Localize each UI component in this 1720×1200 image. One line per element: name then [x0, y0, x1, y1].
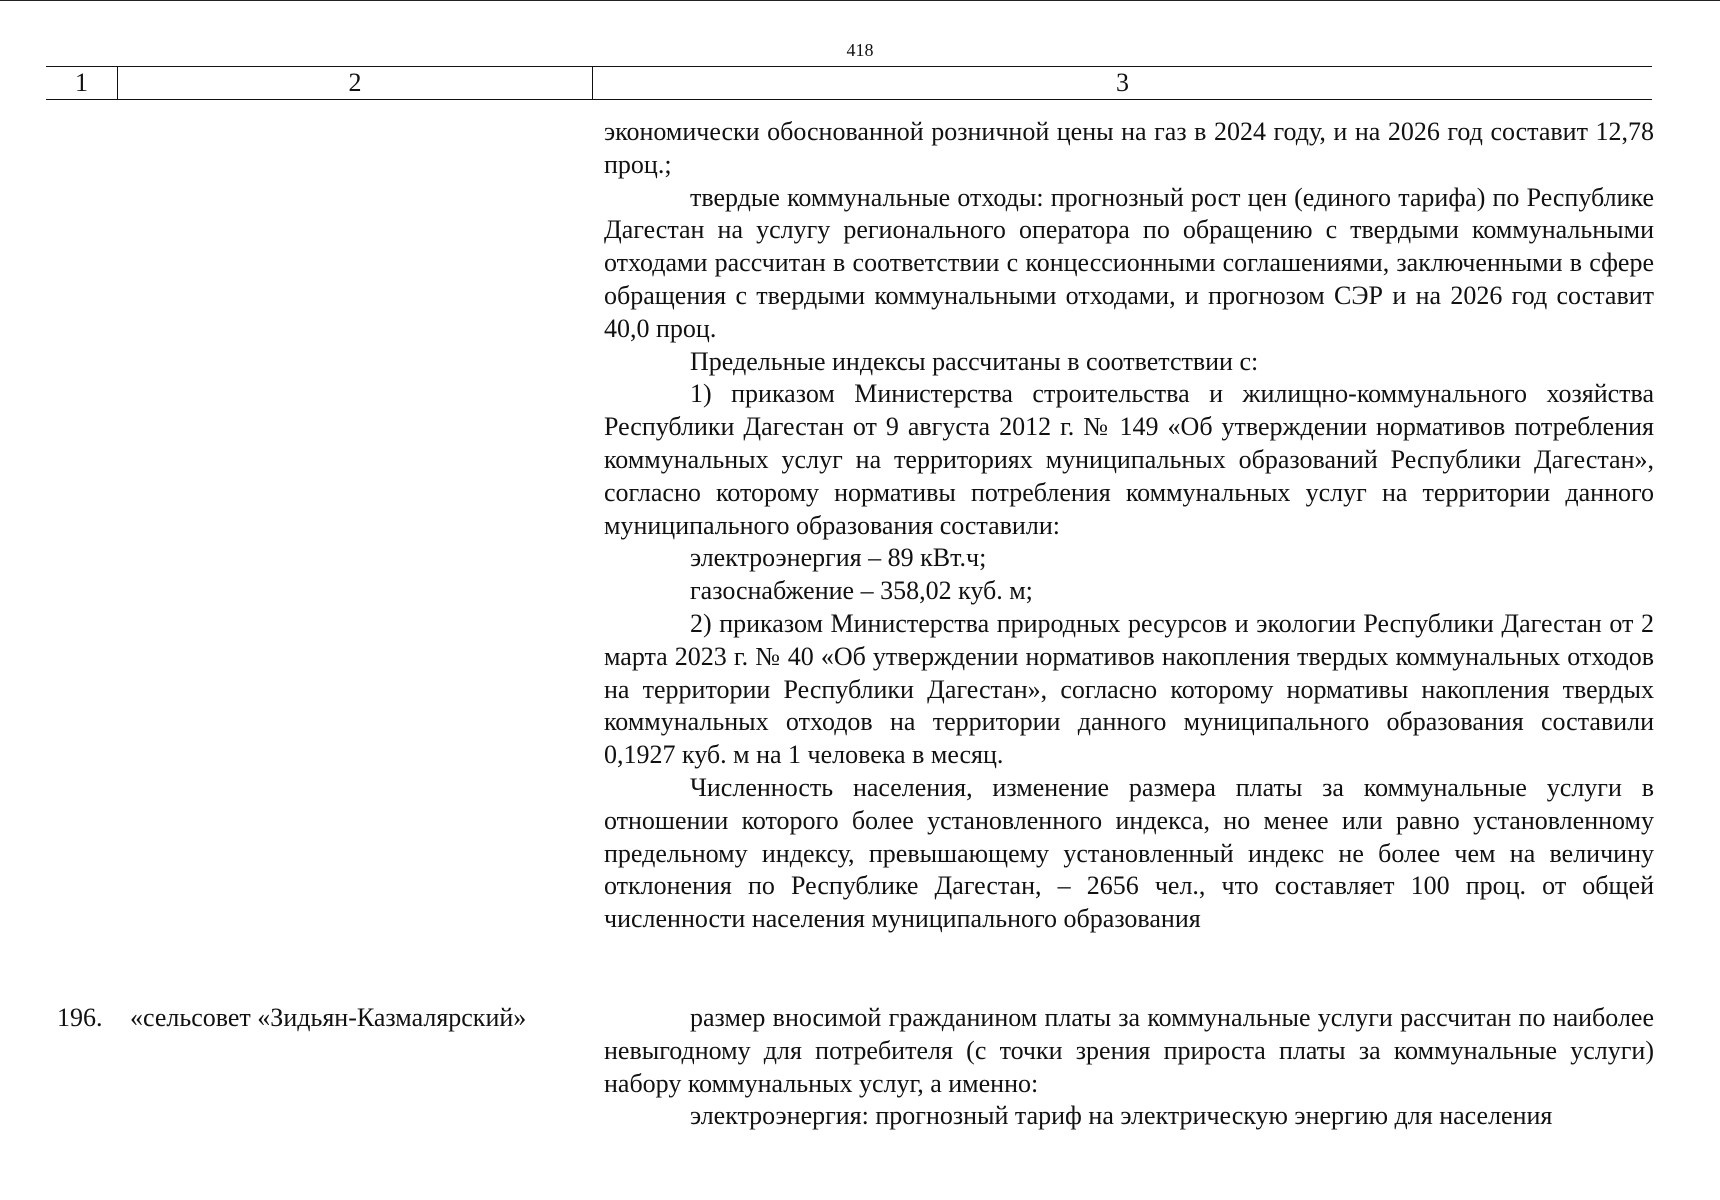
- paragraph: электроэнергия – 89 кВт.ч;: [690, 543, 987, 573]
- page-top-edge: [0, 0, 1720, 1]
- paragraph: 1) приказом Министерства строительства и жилищно-коммунального хозяйства Республики Дагестан от 9 августа 2012 г. № 149 «Об утверждении нормативов потребления коммунальных услуг на территориях муниципальных образований Республики Дагестан», согласно которому нормативы потребления коммунальных услуг на территории данного муниципального образования составили:: [604, 379, 1654, 540]
- column-header-row: [46, 66, 1652, 100]
- page-number: 418: [846, 40, 874, 60]
- row-196-text-block: [604, 1002, 1654, 1133]
- paragraph: Предельные индексы рассчитаны в соответствии с:: [690, 346, 1259, 376]
- row-number: 196.: [57, 1003, 103, 1032]
- column-header-2: 2: [117, 67, 593, 99]
- paragraph: газоснабжение – 358,02 куб. м;: [690, 576, 1033, 606]
- continued-text-block: [604, 116, 1654, 936]
- column-header-1: 1: [75, 68, 88, 97]
- municipality-name: «сельсовет «Зидьян-Казмалярский»: [130, 1003, 527, 1032]
- paragraph: экономически обоснованной розничной цены на газ в 2024 году, и на 2026 год составит 12,78 проц.;: [604, 117, 1654, 179]
- paragraph: твердые коммунальные отходы: прогнозный рост цен (единого тарифа) по Республике Дагестан на услугу регионального оператора по обращению с твердыми коммунальными отходами рассчитан в соответствии с концессионными соглашениями, заключенными в сфере обращения с твердыми коммунальными отходами, и прогнозом СЭР и на 2026 год составит 40,0 проц.: [604, 182, 1654, 343]
- paragraph: Численность населения, изменение размера платы за коммунальные услуги в отношении которого более установленного индекса, но менее или равно установленному предельному индексу, превышающему установленный индекс не более чем на величину отклонения по Республике Дагестан, – 2656 чел., что составляет 100 проц. от общей численности населения муниципального образования: [604, 772, 1654, 934]
- paragraph: 2) приказом Министерства природных ресурсов и экологии Республики Дагестан от 2 марта 2023 г. № 40 «Об утверждении нормативов накопления твердых коммунальных отходов на территории Республики Дагестан», согласно которому нормативы накопления твердых коммунальных отходов на территории данного муниципального образования составили 0,1927 куб. м на 1 человека в месяц.: [604, 608, 1654, 770]
- paragraph: электроэнергия: прогнозный тариф на электрическую энергию для населения: [690, 1101, 1553, 1131]
- paragraph: размер вносимой гражданином платы за коммунальные услуги рассчитан по наиболее невыгодному для потребителя (с точки зрения прироста платы за коммунальные услуги) набору коммунальных услуг, а именно:: [604, 1003, 1654, 1098]
- column-header-3: 3: [1116, 68, 1129, 97]
